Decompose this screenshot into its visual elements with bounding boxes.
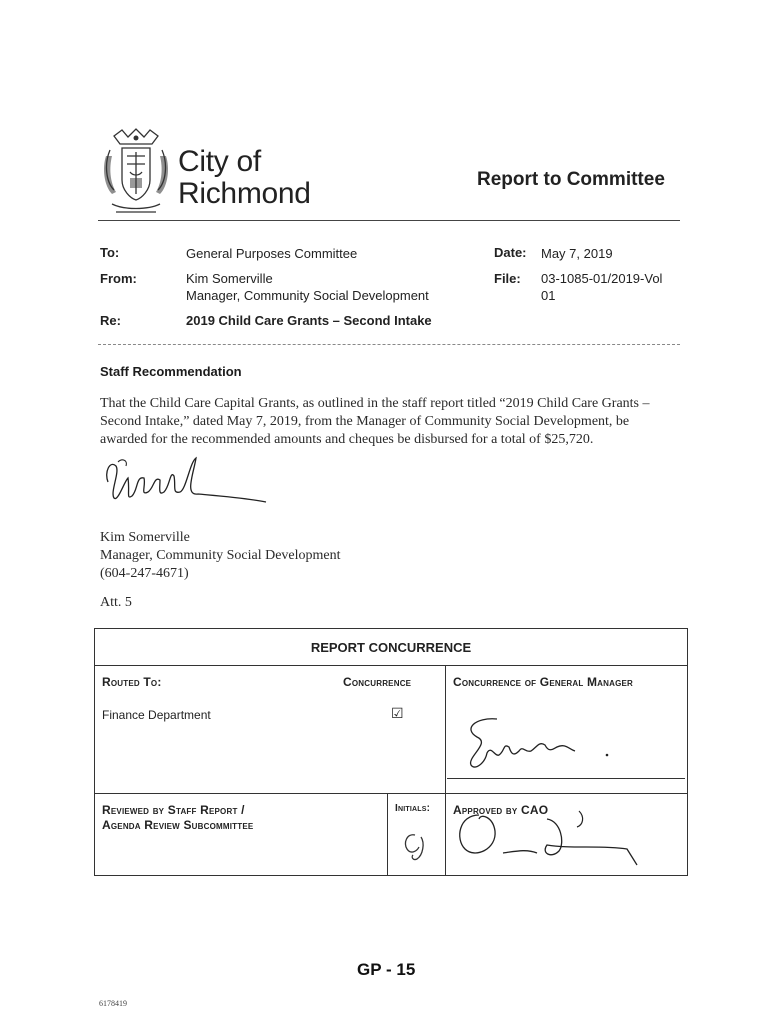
finance-department: Finance Department — [102, 708, 211, 722]
from-label: From: — [100, 271, 137, 286]
initials-mark — [399, 829, 435, 863]
concurrence-table-title: REPORT CONCURRENCE — [310, 640, 472, 655]
city-name-line1: City of — [178, 145, 261, 178]
signer-title: Manager, Community Social Development — [100, 548, 341, 563]
from-value — [186, 270, 429, 304]
attachments-note: Att. 5 — [100, 595, 132, 610]
table-column-rule — [445, 793, 446, 875]
table-rule — [95, 665, 687, 666]
page-number: GP - 15 — [357, 960, 416, 979]
signature-cao — [451, 809, 641, 871]
signer-block — [100, 529, 341, 583]
re-value: 2019 Child Care Grants – Second Intake — [186, 313, 432, 328]
approved-by-cao-label: Approved by CAO — [453, 803, 549, 817]
re-label: Re: — [100, 313, 121, 328]
table-column-rule — [387, 793, 388, 875]
concurrence-header: Concurrence — [343, 675, 412, 689]
reviewed-by-line1: Reviewed by Staff Report / — [102, 803, 245, 817]
city-crest-logo — [100, 128, 172, 220]
memo-divider — [98, 344, 680, 345]
report-concurrence-table — [94, 628, 688, 876]
initials-label: Initials: — [395, 803, 431, 814]
signature-general-manager — [457, 713, 627, 779]
file-value — [541, 270, 662, 304]
table-rule — [95, 793, 687, 794]
to-value: General Purposes Committee — [186, 246, 358, 261]
reviewed-by-line2: Agenda Review Subcommittee — [102, 818, 254, 832]
date-value: May 7, 2019 — [541, 246, 613, 261]
city-name — [178, 146, 311, 210]
gm-concurrence-header: Concurrence of General Manager — [453, 675, 634, 689]
from-title: Manager, Community Social Development — [186, 288, 429, 303]
table-column-rule — [445, 665, 446, 793]
signer-phone: (604-247-4671) — [100, 566, 189, 581]
file-value-line2: 01 — [541, 288, 556, 303]
file-value-line1: 03-1085-01/2019-Vol — [541, 271, 663, 286]
header-divider — [98, 220, 680, 221]
signature-kim-somerville — [100, 452, 270, 514]
concurrence-checkbox: ☑ — [391, 705, 404, 721]
to-label: To: — [100, 245, 120, 260]
city-name-line2: Richmond — [178, 177, 311, 210]
routed-to-header: Routed To: — [102, 675, 162, 689]
file-label: File: — [494, 271, 521, 286]
gm-signature-line — [447, 778, 685, 779]
signer-name: Kim Somerville — [100, 530, 190, 545]
report-title: Report to Committee — [477, 169, 665, 190]
from-name: Kim Somerville — [186, 271, 273, 286]
document-number: 6178419 — [99, 999, 127, 1008]
staff-recommendation-heading: Staff Recommendation — [100, 364, 242, 379]
recommendation-text: That the Child Care Capital Grants, as outlined in the staff report titled “2019 Child Care Grants – Second Intake,” dated May 7, 2019, from the Manager of Community Social Development, be awarded for the recommended amounts and cheques be disbursed for a total of $25,720. — [100, 396, 650, 447]
reviewed-by-label — [102, 803, 253, 833]
date-label: Date: — [494, 245, 527, 260]
